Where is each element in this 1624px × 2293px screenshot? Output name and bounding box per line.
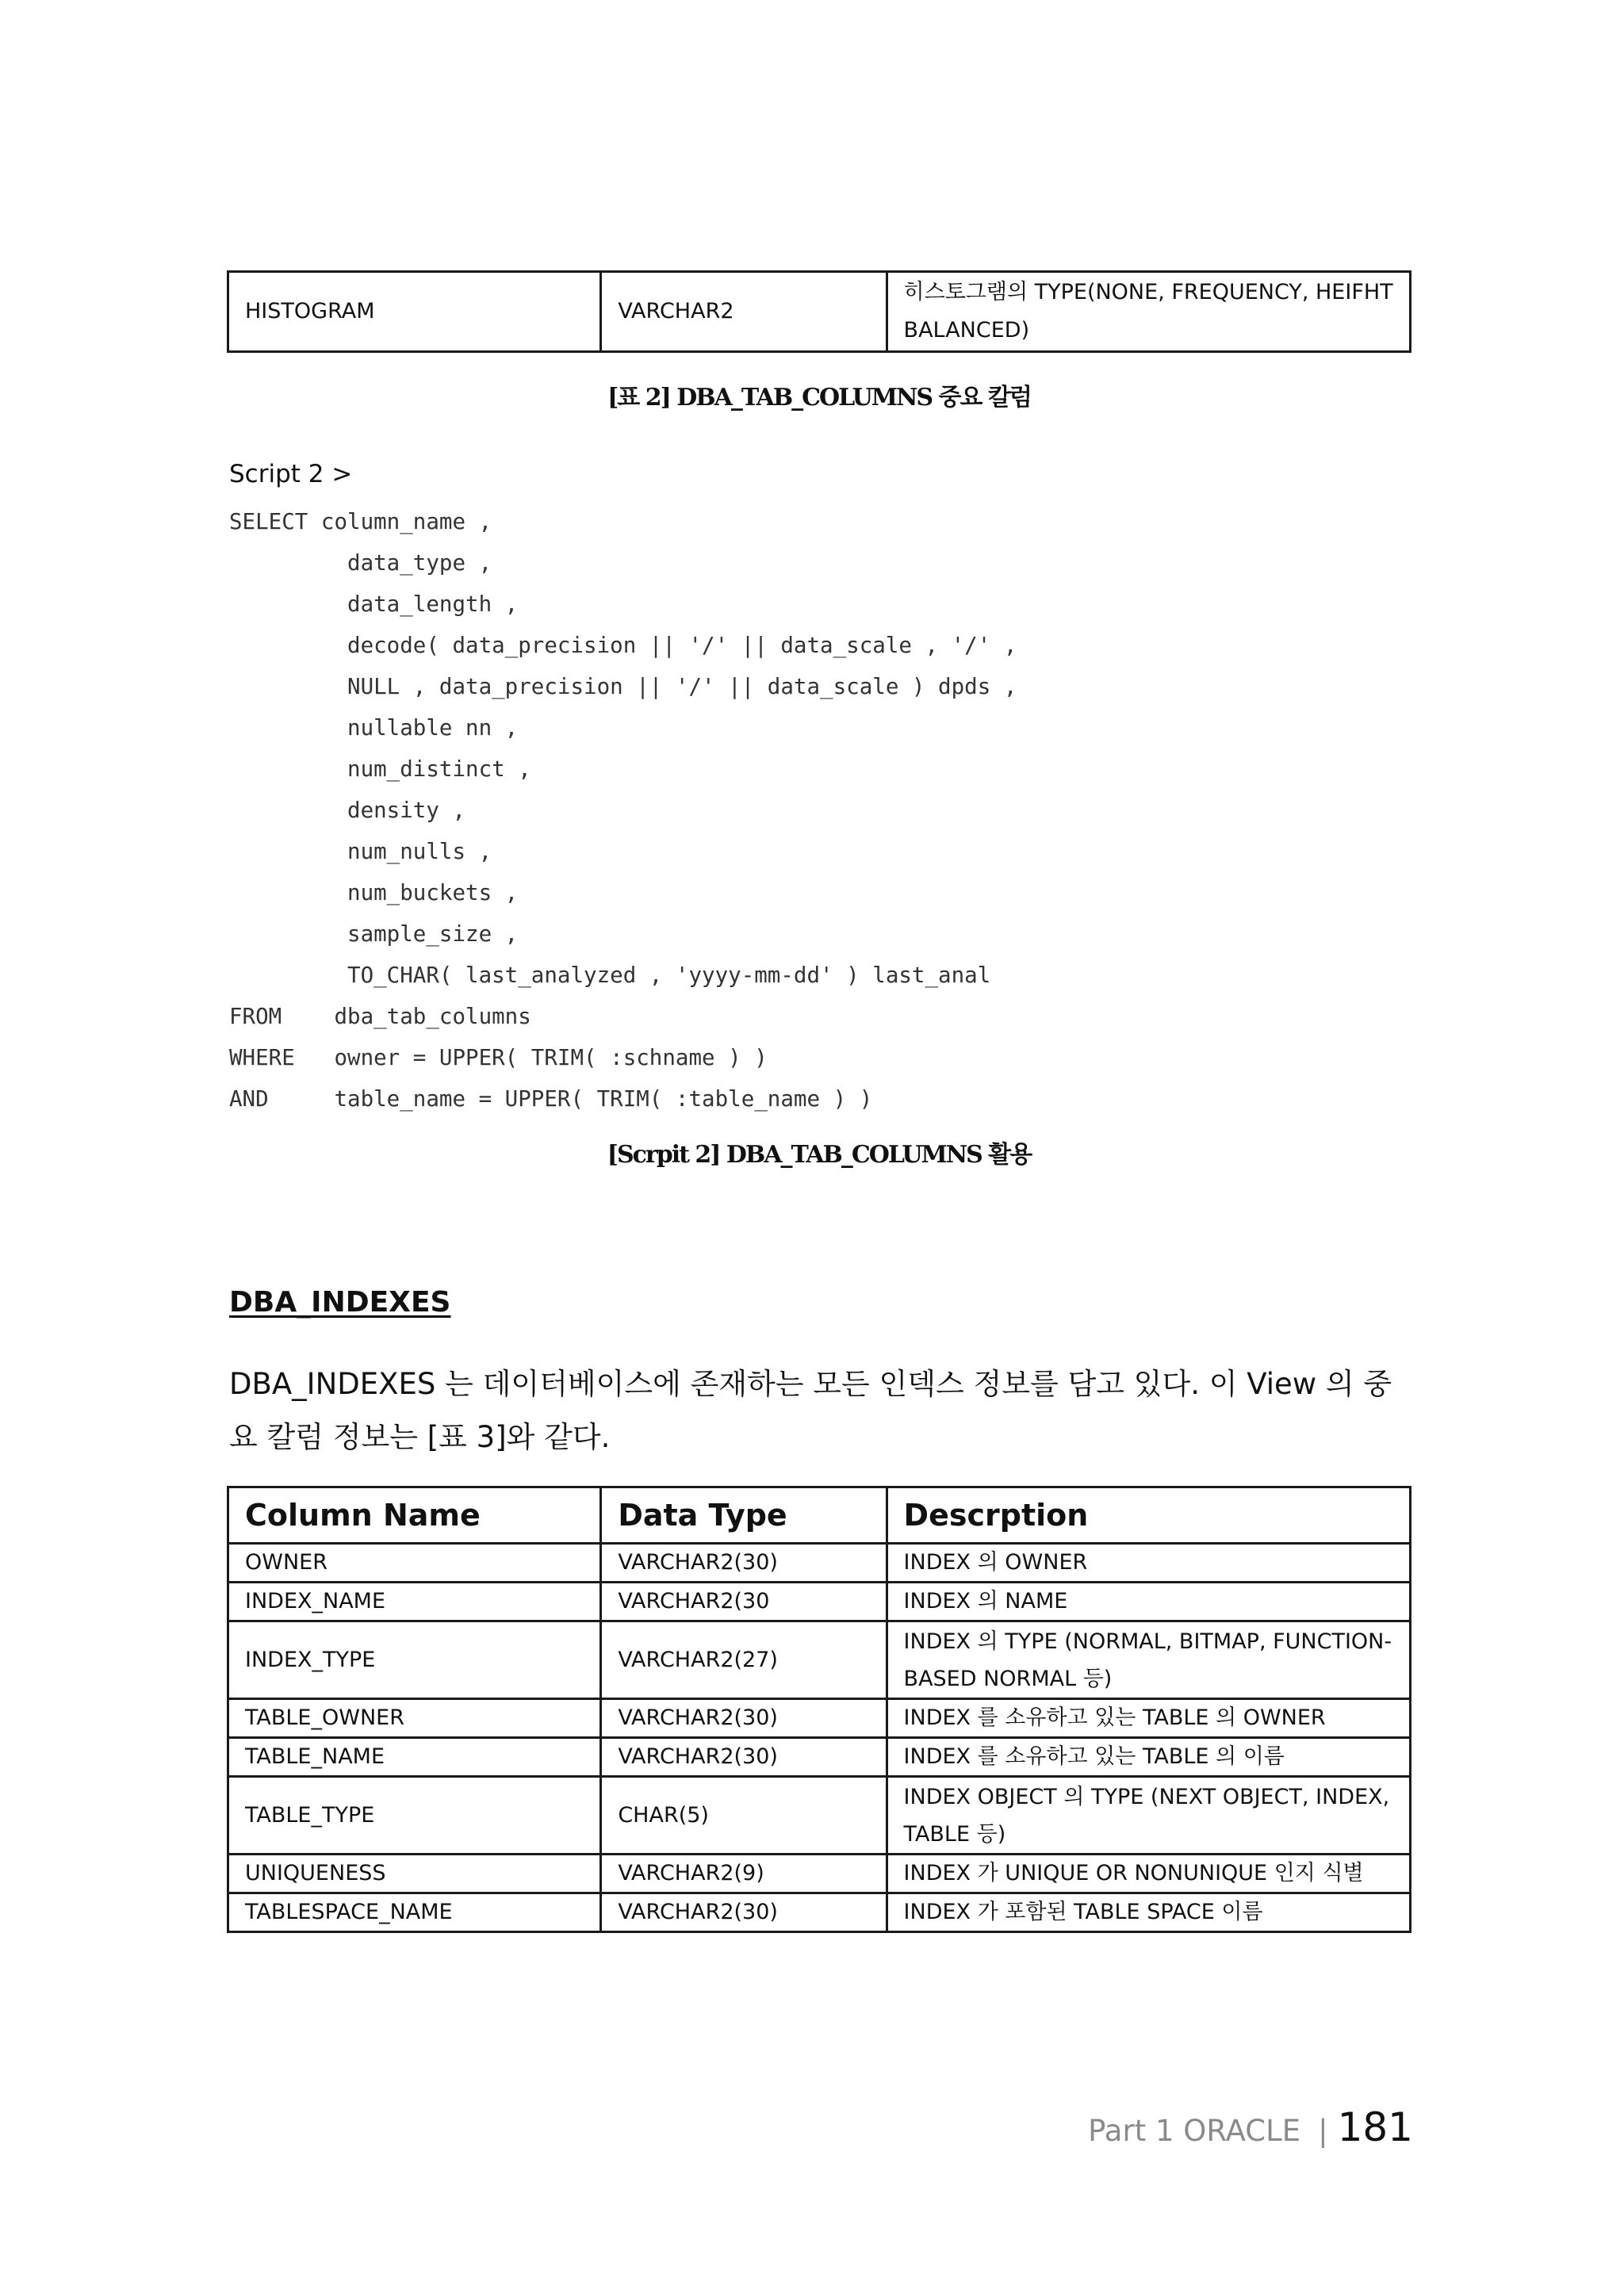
table-row: [228, 1583, 1411, 1621]
table-caption: [표 2] DBA_TAB_COLUMNS 중요 칼럼: [607, 384, 1031, 412]
dba-indexes-table: [227, 1486, 1411, 1933]
data-type-cell: VARCHAR2(27): [601, 1621, 887, 1699]
description-cell: INDEX 가 UNIQUE OR NONUNIQUE 인지 식별: [887, 1855, 1410, 1893]
data-type-cell: VARCHAR2(9): [601, 1855, 887, 1893]
table-row: [228, 1738, 1411, 1777]
description-cell: INDEX 가 포함된 TABLE SPACE 이름: [887, 1893, 1410, 1932]
column-name-cell: TABLESPACE_NAME: [228, 1893, 601, 1932]
description-cell: 히스토그램의 TYPE(NONE, FREQUENCY, HEIFHT BALANCED): [887, 272, 1410, 352]
table-row: [228, 1699, 1411, 1738]
histogram-table: [227, 270, 1411, 353]
footer-separator: |: [1318, 2114, 1328, 2148]
header-column-name: Column Name: [228, 1487, 601, 1544]
script-caption: [Scrpit 2] DBA_TAB_COLUMNS 활용: [607, 1141, 1032, 1169]
table-row: [228, 272, 1411, 352]
column-name-cell: TABLE_OWNER: [228, 1699, 601, 1738]
data-type-cell: VARCHAR2(30): [601, 1699, 887, 1738]
table-row: [228, 1621, 1411, 1699]
column-name-cell: TABLE_NAME: [228, 1738, 601, 1777]
page-footer: [1088, 2104, 1413, 2150]
data-type-cell: VARCHAR2(30): [601, 1544, 887, 1583]
footer-part-label: Part 1 ORACLE: [1088, 2114, 1301, 2148]
data-type-cell: VARCHAR2(30): [601, 1893, 887, 1932]
intro-paragraph: DBA_INDEXES 는 데이터베이스에 존재하는 모든 인덱스 정보를 담고 있다. 이 View 의 중요 칼럼 정보는 [표 3]와 같다.: [229, 1367, 1392, 1454]
data-type-cell: VARCHAR2(30: [601, 1583, 887, 1621]
data-type-cell: CHAR(5): [601, 1777, 887, 1855]
table-row: [228, 1544, 1411, 1583]
table-header-row: [228, 1487, 1411, 1544]
table-row: [228, 1855, 1411, 1893]
data-type-cell: VARCHAR2(30): [601, 1738, 887, 1777]
column-name-cell: INDEX_NAME: [228, 1583, 601, 1621]
page-number: 181: [1337, 2104, 1413, 2150]
header-description: Descrption: [887, 1487, 1410, 1544]
sql-code-block: SELECT column_name , data_type , data_length , decode( data_precision || '/' || data_scale , '/' , NULL , data_precision || '/' || data_scale ) dpds , nullable nn , num_distinct , density , num_nulls , num_buckets , sample_size , TO_CHAR( last_analyzed , 'yyyy-mm-dd' ) last_anal FROM dba_tab_columns WHERE owner = UPPER( TRIM( :schname ) ) AND table_name = UPPER( TRIM( :table_name ) ): [229, 509, 1017, 1112]
column-name-cell: INDEX_TYPE: [228, 1621, 601, 1699]
description-cell: INDEX 의 OWNER: [887, 1544, 1410, 1583]
column-name-cell: OWNER: [228, 1544, 601, 1583]
script-label: Script 2 >: [229, 460, 353, 488]
description-cell: INDEX 의 NAME: [887, 1583, 1410, 1621]
description-cell: INDEX 를 소유하고 있는 TABLE 의 OWNER: [887, 1699, 1410, 1738]
table-row: [228, 1893, 1411, 1932]
data-type-cell: VARCHAR2: [601, 272, 887, 352]
header-data-type: Data Type: [601, 1487, 887, 1544]
column-name-cell: UNIQUENESS: [228, 1855, 601, 1893]
section-heading: DBA_INDEXES: [229, 1286, 451, 1319]
description-cell: INDEX 의 TYPE (NORMAL, BITMAP, FUNCTION-BASED NORMAL 등): [887, 1621, 1410, 1699]
description-cell: INDEX 를 소유하고 있는 TABLE 의 이름: [887, 1738, 1410, 1777]
description-cell: INDEX OBJECT 의 TYPE (NEXT OBJECT, INDEX, TABLE 등): [887, 1777, 1410, 1855]
column-name-cell: HISTOGRAM: [228, 272, 601, 352]
table-row: [228, 1777, 1411, 1855]
column-name-cell: TABLE_TYPE: [228, 1777, 601, 1855]
